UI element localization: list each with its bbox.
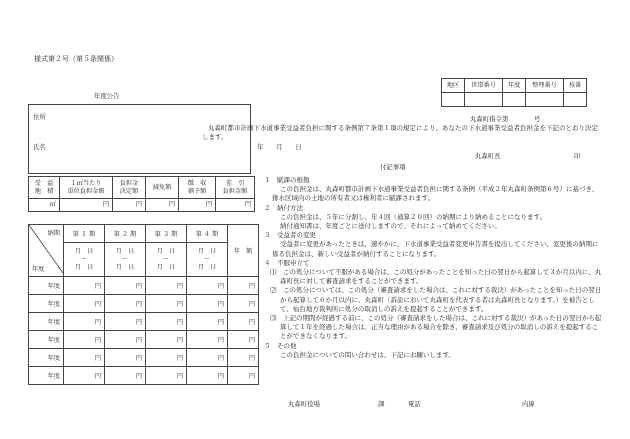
schedule-row <box>29 313 259 331</box>
row-amount-cell: 円 <box>64 277 105 295</box>
schedule-row <box>29 367 259 385</box>
ref-cell <box>503 93 526 107</box>
note-heading: ４ 不服申立て <box>264 258 310 267</box>
contact-office: 丸森町役場 <box>288 400 320 408</box>
schedule-row <box>29 331 259 349</box>
note-body: 受益者に変更があったときは、速やかに、下水道事業受益者変更申告書を提出してください。変更後の納期に係る負担金は、新しい受益者が納付することになります。 <box>272 240 599 258</box>
row-year-label: 年度 <box>29 277 64 295</box>
notes-title: 付記事項 <box>380 163 406 171</box>
row-amount-cell: 円 <box>64 295 105 313</box>
schedule-corner <box>29 225 64 277</box>
row-amount-cell: 円 <box>64 349 105 367</box>
period-range: 月 日 ～ 月 日 <box>64 243 105 277</box>
amount-cell: ㎡ <box>29 199 60 212</box>
contact-section: 課 <box>378 400 385 408</box>
ref-cell <box>442 93 465 107</box>
period-header: 第 ２ 期 <box>105 225 146 243</box>
row-amount-cell: 円 <box>228 349 259 367</box>
row-amount-cell: 円 <box>187 277 228 295</box>
payment-schedule-table <box>28 224 259 385</box>
schedule-row <box>29 295 259 313</box>
seal-mark: 印 <box>574 152 581 160</box>
amount-cell: 円 <box>60 199 113 212</box>
amount-header: 差 引 負担金額 <box>216 177 255 199</box>
ref-cell <box>526 93 564 107</box>
amount-header: １㎡当たり 単位負担金額 <box>60 177 113 199</box>
row-amount-cell: 円 <box>105 367 146 385</box>
row-amount-cell: 円 <box>187 295 228 313</box>
period-range: 月 日 ～ 月 日 <box>187 243 228 277</box>
notes-section <box>264 176 604 360</box>
row-amount-cell: 円 <box>146 367 187 385</box>
amount-header: 徴 収 猶予額 <box>179 177 216 199</box>
schedule-rows <box>29 277 259 385</box>
row-amount-cell: 円 <box>228 331 259 349</box>
row-amount-cell: 円 <box>105 313 146 331</box>
schedule-row <box>29 277 259 295</box>
row-amount-cell: 円 <box>187 367 228 385</box>
row-amount-cell: 円 <box>105 331 146 349</box>
row-amount-cell: 円 <box>187 331 228 349</box>
order-number: 丸森町指令第 号 <box>470 115 541 123</box>
note-body: ⑴ この処分について不服がある場合は、この処分があったことを知った日の翌日から起算して３か月以内に、丸森町長に対して審査請求をすることができます。 <box>270 268 602 286</box>
note-heading: ５ その他 <box>264 341 297 350</box>
ref-cell <box>465 93 503 107</box>
row-amount-cell: 円 <box>105 277 146 295</box>
contact-extension: 内線 <box>522 400 535 408</box>
intro-text: 丸森町都市計画下水道事業受益者負担に関する条例第７条第１項の規定により、あなたの下水道事業受益者負担金を下記のとおり決定します。 <box>202 124 598 142</box>
note-body: ⑵ この処分については、この処分（審査請求をした場合は、これに対する裁決）があったことを知った日の翌日から起算して６か月以内に、丸森町（訴訟において丸森町を代表する者は丸森町長となります。）を被告として、仙台地方裁判所に処分の取消しの訴えを提起することができます。 <box>270 286 602 313</box>
row-amount-cell: 円 <box>228 313 259 331</box>
row-year-label: 年度 <box>29 331 64 349</box>
amount-header: 受 益 地 積 <box>29 177 60 199</box>
reference-table <box>441 78 587 107</box>
corner-top-label: 納期 <box>47 230 60 237</box>
row-amount-cell: 円 <box>187 349 228 367</box>
period-header: 第 １ 期 <box>64 225 105 243</box>
amount-cell: 円 <box>179 199 216 212</box>
row-amount-cell: 円 <box>64 367 105 385</box>
row-year-label: 年度 <box>29 313 64 331</box>
note-body: この負担金は、丸森町都市計画下水道事業受益者負担に関する条例（平成２年丸森町条例第６号）に基づき、排水区域内の土地の所有者又は権利者に賦課されます。 <box>272 185 599 203</box>
row-year-label: 年度 <box>29 349 64 367</box>
row-year-label: 年度 <box>29 367 64 385</box>
amount-cell: 円 <box>146 199 179 212</box>
row-amount-cell: 円 <box>105 349 146 367</box>
ref-header: 年度 <box>503 79 526 93</box>
schedule-row <box>29 349 259 367</box>
contact-phone: 電話 <box>408 400 421 408</box>
note-heading: １ 賦課の根拠 <box>264 176 310 184</box>
period-header: 第 ４ 期 <box>187 225 228 243</box>
amount-cell: 円 <box>216 199 255 212</box>
row-amount-cell: 円 <box>105 295 146 313</box>
row-amount-cell: 円 <box>146 295 187 313</box>
row-year-label: 年度 <box>29 295 64 313</box>
form-title: 様式第２号（第５条関係） <box>34 55 118 63</box>
ref-header: 整理番号 <box>526 79 564 93</box>
period-range: 月 日 ～ 月 日 <box>146 243 187 277</box>
mayor-name: 丸森町長 <box>475 152 501 160</box>
period-range: 月 日 ～ 月 日 <box>105 243 146 277</box>
annual-total-header: 年 額 <box>228 225 259 277</box>
decision-date: 年 月 日 <box>257 143 302 151</box>
ref-header: 地区 <box>442 79 465 93</box>
corner-bottom-label: 年度 <box>32 266 45 273</box>
ref-header: 世帯番号 <box>465 79 503 93</box>
address-label: 住所 <box>33 113 46 121</box>
row-amount-cell: 円 <box>64 313 105 331</box>
amount-header: 負担金 決定額 <box>113 177 146 199</box>
row-amount-cell: 円 <box>146 331 187 349</box>
row-amount-cell: 円 <box>228 277 259 295</box>
note-body: 納付通知書は、年度ごとに送付しますので、それによって納めてください。 <box>280 222 501 231</box>
ref-cell <box>564 93 587 107</box>
note-body: この負担金は、５年に分割し、年４回（通算２０回）の納期により納めることになります。 <box>280 212 546 221</box>
amount-cell: 円 <box>113 199 146 212</box>
note-body: この負担金についての問い合わせは、下記にお願いします。 <box>280 350 455 359</box>
row-amount-cell: 円 <box>64 331 105 349</box>
year-notice: 年度公告 <box>94 92 120 100</box>
note-heading: ２ 納付方法 <box>264 203 303 212</box>
row-amount-cell: 円 <box>146 313 187 331</box>
amount-header: 減免額 <box>146 177 179 199</box>
row-amount-cell: 円 <box>228 367 259 385</box>
row-amount-cell: 円 <box>228 295 259 313</box>
note-body: ⑶ 上記の期間が経過する前に、この処分（審査請求をした場合は、これに対する裁決）があった日の翌日から起算して１年を経過した場合は、正当な理由がある場合を除き、審査請求及び処分の取消しの訴えを提起することができなくなります。 <box>270 314 602 341</box>
row-amount-cell: 円 <box>146 277 187 295</box>
period-header: 第 ３ 期 <box>146 225 187 243</box>
name-label: 氏名 <box>33 143 46 151</box>
amount-table <box>28 176 255 212</box>
row-amount-cell: 円 <box>187 313 228 331</box>
ref-header: 枝番 <box>564 79 587 93</box>
note-heading: ３ 受益者の変更 <box>264 231 316 240</box>
row-amount-cell: 円 <box>146 349 187 367</box>
